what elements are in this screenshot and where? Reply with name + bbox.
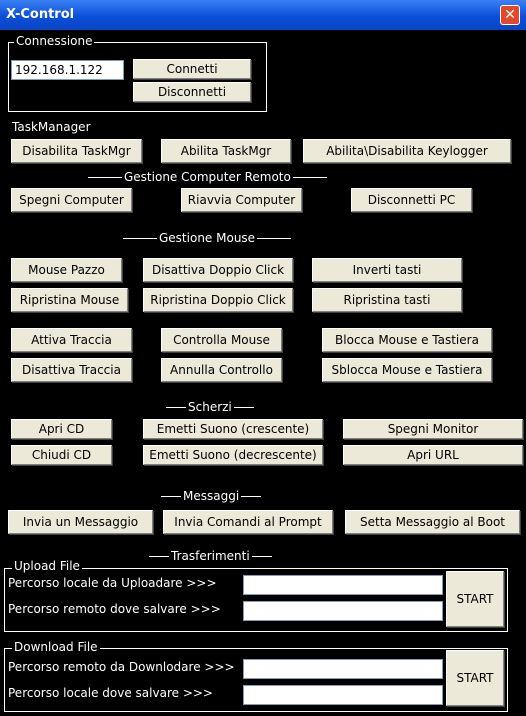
remote-section-separator xyxy=(88,170,327,184)
messages-section-separator xyxy=(161,489,261,503)
block-mouse-keyboard-button[interactable]: Blocca Mouse e Tastiera xyxy=(322,328,492,352)
restore-double-click-button[interactable]: Ripristina Doppio Click xyxy=(143,288,293,312)
taskmanager-title: TaskManager xyxy=(12,120,91,134)
restore-keys-button[interactable]: Ripristina tasti xyxy=(312,288,462,312)
crazy-mouse-button[interactable]: Mouse Pazzo xyxy=(11,258,122,282)
main-panel xyxy=(3,30,523,714)
download-local-path-input[interactable] xyxy=(243,685,443,705)
keylogger-toggle-button[interactable]: Abilita\Disabilita Keylogger xyxy=(303,139,511,163)
upload-start-button[interactable]: START xyxy=(446,571,504,627)
close-cd-button[interactable]: Chiudi CD xyxy=(11,445,112,465)
enable-taskmgr-button[interactable]: Abilita TaskMgr xyxy=(161,139,291,163)
download-file-group-title: Download File xyxy=(14,640,98,654)
disconnect-button[interactable]: Disconnetti xyxy=(133,82,251,102)
title-bar[interactable] xyxy=(0,0,526,30)
disconnect-pc-button[interactable]: Disconnetti PC xyxy=(351,188,472,212)
upload-remote-path-input[interactable] xyxy=(243,601,443,621)
mouse-section-title: Gestione Mouse xyxy=(159,231,256,245)
connection-group-title: Connessione xyxy=(16,34,93,48)
messages-section-title: Messaggi xyxy=(183,489,240,503)
disable-trail-button[interactable]: Disattiva Traccia xyxy=(11,358,132,382)
pranks-section-title: Scherzi xyxy=(188,400,232,414)
monitor-off-button[interactable]: Spegni Monitor xyxy=(343,419,523,439)
connect-button[interactable]: Connetti xyxy=(133,59,251,79)
cancel-control-button[interactable]: Annulla Controllo xyxy=(161,358,282,382)
open-url-button[interactable]: Apri URL xyxy=(343,445,523,465)
disable-taskmgr-button[interactable]: Disabilita TaskMgr xyxy=(11,139,142,163)
window-title: X-Control xyxy=(6,7,75,22)
mouse-section-separator xyxy=(123,231,291,245)
restore-mouse-button[interactable]: Ripristina Mouse xyxy=(11,288,128,312)
sound-increasing-button[interactable]: Emetti Suono (crescente) xyxy=(143,419,323,439)
invert-keys-button[interactable]: Inverti tasti xyxy=(312,258,462,282)
transfers-section-title: Trasferimenti xyxy=(171,549,250,563)
send-commands-button[interactable]: Invia Comandi al Prompt xyxy=(163,510,333,534)
download-remote-path-label: Percorso remoto da Downlodare >>> xyxy=(8,660,235,674)
unblock-mouse-keyboard-button[interactable]: Sblocca Mouse e Tastiera xyxy=(322,358,492,382)
boot-message-button[interactable]: Setta Messaggio al Boot xyxy=(345,510,520,534)
enable-trail-button[interactable]: Attiva Traccia xyxy=(11,328,132,352)
disable-double-click-button[interactable]: Disattiva Doppio Click xyxy=(143,258,293,282)
transfers-section-separator xyxy=(149,549,272,563)
shutdown-computer-button[interactable]: Spegni Computer xyxy=(11,188,132,212)
upload-local-path-label: Percorso locale da Uploadare >>> xyxy=(8,576,217,590)
control-mouse-button[interactable]: Controlla Mouse xyxy=(161,328,282,352)
sound-decreasing-button[interactable]: Emetti Suono (decrescente) xyxy=(143,445,323,465)
close-icon[interactable]: ✕ xyxy=(500,5,520,25)
upload-file-group-title: Upload File xyxy=(14,559,80,573)
upload-local-path-input[interactable] xyxy=(243,575,443,595)
download-remote-path-input[interactable] xyxy=(243,659,443,679)
open-cd-button[interactable]: Apri CD xyxy=(11,419,112,439)
send-message-button[interactable]: Invia un Messaggio xyxy=(8,510,153,534)
upload-remote-path-label: Percorso remoto dove salvare >>> xyxy=(8,602,221,616)
download-local-path-label: Percorso locale dove salvare >>> xyxy=(8,686,213,700)
restart-computer-button[interactable]: Riavvia Computer xyxy=(181,188,302,212)
pranks-section-separator xyxy=(166,400,254,414)
ip-address-input[interactable] xyxy=(11,60,124,80)
download-start-button[interactable]: START xyxy=(446,650,504,706)
remote-section-title: Gestione Computer Remoto xyxy=(124,170,291,184)
